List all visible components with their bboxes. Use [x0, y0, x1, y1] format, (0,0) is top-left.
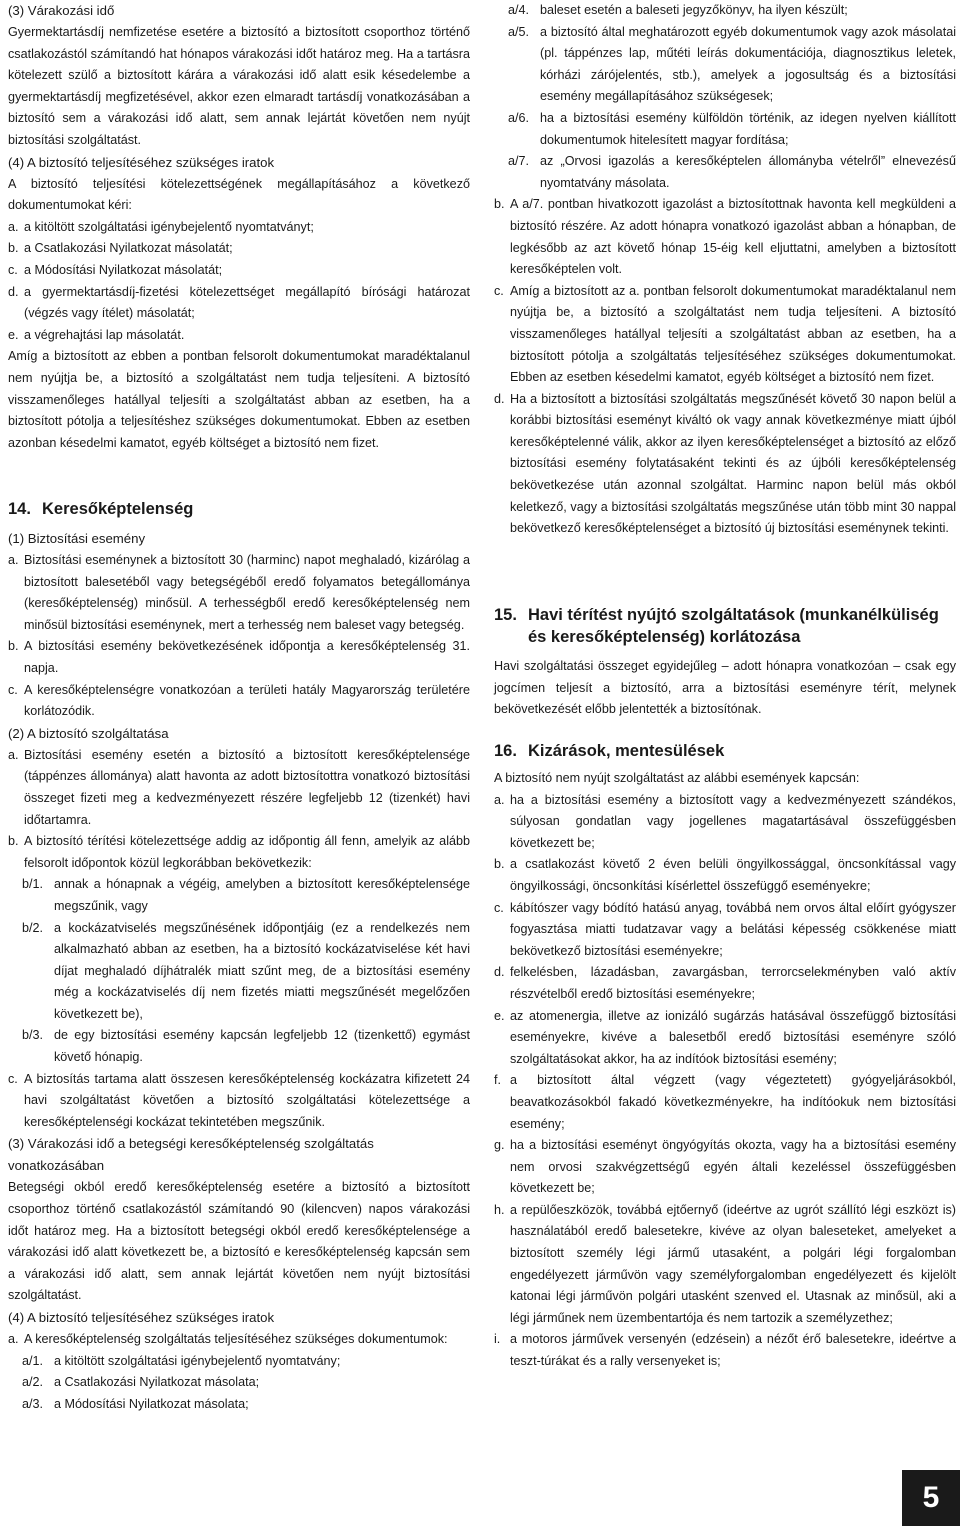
list-text: a csatlakozást követő 2 éven belüli öngyilkossággal, öncsonkítással vagy öngyilkossági, öncsonkítási kísérlettel összefüggő eseményekre; [510, 857, 956, 893]
chapter-number: 15. [494, 606, 517, 624]
section-heading: (2) A biztosító szolgáltatása [8, 725, 169, 741]
list-text: a Csatlakozási Nyilatkozat másolatát; [24, 241, 233, 256]
list-label: d. [494, 391, 505, 406]
list-label: c. [8, 682, 18, 697]
list-item [494, 790, 956, 855]
list-text: A biztosítási esemény bekövetkezésének időpontja a keresőképtelenség 31. napja. [24, 639, 470, 675]
section-heading: (3) Várakozási idő a betegségi keresőképtelenség szolgáltatás vonatkozásában [8, 1136, 374, 1174]
paragraph: Havi szolgáltatási összeget egyidejűleg – adott hónapra vonatkozóan – csak egy jogcímen teljesít a biztosító, arra a biztosítási eseményre térít, melynek bekövetkezését előbb jelentették a biztosítónak. [494, 659, 956, 717]
list-item [494, 1200, 956, 1330]
list-item [494, 1006, 956, 1071]
list-label: d. [494, 965, 505, 980]
list-text: ha a biztosítási eseményt öngyógyítás okozta, vagy ha a biztosítási esemény nem orvosi szakvégzettségű egyén általi kezeléssel összefüggésben következett be; [510, 1138, 956, 1196]
chapter-title: Kizárások, mentesülések [528, 742, 725, 760]
list-item [8, 636, 470, 679]
sub-list-item [494, 0, 956, 22]
list-text: baleset esetén a baleseti jegyzőkönyv, ha ilyen készült; [540, 3, 848, 17]
sub-list-item [8, 1351, 470, 1373]
list-label: c. [8, 1071, 18, 1086]
list-item [8, 217, 470, 239]
list-text: a repülőeszközök, továbbá ejtőernyő (ideértve az ugrót szállító légi eszközt is) használatából eredő balesetekre, kivéve az olyan baleseteket, amelyeket a biztosított személy légi jármű utasaként, a polgári légi forgalomban engedélyezett járművön vagy személyforgalomban engedélyezett és kijelölt katonai légi járművön polgári utasként szenved el. Utasnak az minősül, aki a légi járműnek nem üzembentartója és nem tartozik a személyzethez; [510, 1202, 956, 1325]
list-text: a kitöltött szolgáltatási igénybejelentő nyomtatvány; [54, 1353, 341, 1368]
list-text: A biztosítás tartama alatt összesen keresőképtelenség kockázatra kifizetett 24 havi szolgáltatást követően a biztosító szolgáltatási kötelezettsége a keresőképtelenségi kockázat tekintetében megszűnik. [24, 1071, 470, 1129]
chapter-number: 16. [494, 742, 517, 760]
list-text: a végrehajtási lap másolatát. [24, 327, 185, 342]
paragraph: A biztosító teljesítési kötelezettségének megállapításához a következő dokumentumokat kéri: [8, 176, 470, 213]
paragraph: A biztosító nem nyújt szolgáltatást az alábbi események kapcsán: [494, 771, 860, 785]
list-label: a. [8, 219, 19, 234]
list-text: A a/7. pontban hivatkozott igazolást a biztosítottnak havonta kell megküldeni a biztosító részére. Az adott hónapra vonatkozó igazolást abban a hónapban, de legkésőbb az azt követő hónap 15-éig kell eljuttatni, amelyben a biztosított keresőképtelen volt. [510, 197, 956, 277]
sub-list-item [8, 1372, 470, 1394]
list-label: f. [494, 1073, 501, 1088]
list-item [8, 238, 470, 260]
list-label: e. [494, 1008, 505, 1023]
list-label: b/1. [22, 877, 44, 892]
list-item [494, 194, 956, 280]
list-label: a. [8, 553, 19, 567]
chapter-title: Havi térítést nyújtó szolgáltatások (munkanélküliség és keresőképtelenség) korlátozása [528, 606, 939, 646]
sub-list-item [8, 1394, 470, 1416]
list-text: A biztosító térítési kötelezettsége addig az időpontig áll fenn, amelyik az alább felsorolt időpontok közül legkorábban bekövetkezik: [24, 834, 470, 870]
list-text: Biztosítási esemény esetén a biztosító a biztosított keresőképtelensége (táppénzes állománya) alatt havonta az adott biztosítottra vonatkozó biztosítási összeget fizeti meg a kedvezményezett részére legfeljebb 12 (tizenkét) havi időtartamra. [24, 747, 470, 827]
list-label: d. [8, 284, 19, 299]
list-text: Ha a biztosított a biztosítási szolgáltatás megszűnését követő 30 napon belül a korábbi biztosítási eseményt kiváltó ok vagy annak következménye miatt újból keresőképtelenné válik, akkor az ilyen keresőképtelenséget a biztosító az előző biztosítási esemény folytatásaként tekinti és az újbóli keresőképtelenség bekövetkezése után azonnal szolgáltat. Harminc napon belül más okból keletkező, vagy a biztosítási szolgáltatás megszűnése után több mint 30 nappal bekövetkező keresőképtelenséget a biztosító új biztosítási eseménynek tekinti. [510, 391, 956, 536]
section-heading: (3) Várakozási idő [8, 3, 115, 18]
list-text: a kitöltött szolgáltatási igénybejelentő nyomtatványt; [24, 219, 314, 234]
list-text: de egy biztosítási esemény kapcsán legfeljebb 12 (tizenkettő) egymást követő hónapig. [54, 1028, 470, 1065]
list-label: b. [8, 639, 19, 654]
sub-list-item [494, 108, 956, 151]
list-item [494, 1070, 956, 1135]
list-label: a/3. [22, 1396, 44, 1411]
list-text: annak a hónapnak a végéig, amelyben a biztosított keresőképtelensége megszűnik, vagy [54, 877, 470, 913]
list-item [494, 962, 956, 1005]
paragraph: Betegségi okból eredő keresőképtelenség esetére a biztosító a biztosított csoporthoz történő csatlakozástól számítandó 90 (kilencven) napos várakozási időt határoz meg. Ha a biztosított betegségi okból eredő keresőképtelensége a várakozási idő alatt következett be, a biztosító e keresőképtelenség kapcsán sem a várakozási idő alatt, sem annak lejártát követően nem nyújt biztosítási szolgáltatást. [8, 1180, 470, 1303]
list-label: a. [8, 1332, 19, 1346]
chapter-heading [494, 740, 956, 762]
list-label: a. [494, 792, 505, 807]
list-text: az atomenergia, illetve az ionizáló sugárzás hatásával összefüggő biztosítási eseményekre, kivéve a balesetből eredő biztosítási eseményre szóló szolgáltatásokat akkor, ha az indítóok biztosítási esemény; [510, 1008, 956, 1066]
sub-list-item [8, 918, 470, 1026]
list-text: a gyermektartásdíj-fizetési kötelezettséget megállapító bírósági határozat (végzés vagy ítélet) másolatát; [24, 284, 470, 321]
sub-list-item [8, 1025, 470, 1068]
list-label: i. [494, 1332, 501, 1347]
list-text: felkelésben, lázadásban, zavargásban, terrorcselekményben való aktív részvételből eredő biztosítási eseményekre; [510, 965, 956, 1001]
page-number: 5 [902, 1470, 960, 1526]
section-heading: (1) Biztosítási esemény [8, 531, 146, 546]
list-label: a/1. [22, 1353, 44, 1368]
list-label: b. [8, 834, 19, 849]
list-text: a biztosító által meghatározott egyéb dokumentumok vagy azok másolatai (pl. táppénzes lap, műtéti leírás dokumentációja, diagnosztikus leletek, kórházi zárójelentés, stb.), amelyek a jogosultság és a biztosítási esemény megállapításához szükségesek; [540, 24, 956, 104]
chapter-heading [494, 604, 956, 648]
list-label: e. [8, 327, 19, 342]
list-item [494, 898, 956, 963]
list-label: b/3. [22, 1028, 44, 1043]
list-item [8, 1069, 470, 1134]
list-item [494, 1135, 956, 1200]
chapter-heading [8, 498, 470, 520]
list-label: a/2. [22, 1375, 44, 1390]
section-heading: (4) A biztosító teljesítéséhez szükséges iratok [8, 154, 275, 170]
list-text: A keresőképtelenség szolgáltatás teljesítéséhez szükséges dokumentumok: [24, 1332, 448, 1346]
list-label: h. [494, 1202, 505, 1217]
list-label: a/4. [508, 3, 530, 17]
list-text: ha a biztosítási esemény a biztosított vagy a kedvezményezett szándékos, súlyosan gondatlan vagy jogellenes magatartásával összefüggésben következett be; [510, 792, 956, 850]
list-item [8, 550, 470, 636]
sub-list-item [494, 151, 956, 194]
list-text: az „Orvosi igazolás a keresőképtelen állományba vételről” elnevezésű nyomtatvány másolata. [540, 154, 956, 190]
list-item [494, 1329, 956, 1372]
list-label: a/6. [508, 110, 530, 125]
list-item [8, 282, 470, 325]
list-text: A keresőképtelenségre vonatkozóan a területi hatály Magyarország területére korlátozódik. [24, 682, 470, 719]
list-label: b. [494, 197, 505, 212]
list-label: b. [8, 241, 19, 256]
list-label: a/5. [508, 24, 530, 39]
list-item [8, 1329, 470, 1351]
list-text: a Módosítási Nyilatkozat másolata; [54, 1396, 249, 1411]
list-text: a motoros járművek versenyén (edzésein) a nézőt érő balesetekre, ideértve a teszt-túrákat és a rally versenyeket is; [510, 1332, 956, 1369]
section-heading: (4) A biztosító teljesítéséhez szükséges iratok [8, 1310, 275, 1325]
list-text: a Csatlakozási Nyilatkozat másolata; [54, 1375, 260, 1390]
list-text: Biztosítási eseménynek a biztosított 30 (harminc) napot meghaladó, kizárólag a biztosított balesetéből vagy betegségéből eredő folyamatos betegállománya (keresőképtelenség) minősül. A terhességből eredő keresőképtelenség nem minősül biztosítási eseménynek, mert a terhesség nem baleset vagy betegség. [24, 553, 470, 632]
list-label: a. [8, 747, 19, 762]
list-label: c. [494, 900, 504, 915]
paragraph: Gyermektartásdíj nemfizetése esetére a biztosító a biztosított csoporthoz történő csatlakozástól számítandó hat hónapos várakozási időt határoz meg. Ha a tartásra kötelezett szülő a biztosított kárára a várakozási idő alatt esik késedelembe a gyermektartásdíj megfizetésével, akkor ezen elmaradt tartásdíj vonatkozásában a biztosító sem a várakozási idő alatt, sem annak lejártát követően nem nyújt biztosítási szolgáltatást. [8, 25, 470, 147]
list-item [8, 325, 470, 347]
sub-list-item [8, 874, 470, 917]
list-label: g. [494, 1138, 505, 1153]
list-item [494, 854, 956, 897]
list-label: c. [8, 262, 18, 277]
list-label: b/2. [22, 920, 44, 935]
list-item [8, 831, 470, 874]
list-label: b. [494, 857, 505, 872]
list-item [8, 260, 470, 282]
chapter-title: Keresőképtelenség [42, 500, 194, 518]
list-item [8, 680, 470, 723]
list-text: Amíg a biztosított az a. pontban felsorolt dokumentumokat maradéktalanul nem nyújtja be, a biztosító a szolgáltatást nem tudja teljesíteni. A biztosító visszamenőleges hatállyal teljesíti a szolgáltatást abban az esetben, ha a biztosított pótolja a szolgáltatás teljesítéséhez szükséges dokumentumokat. Ebben az esetben késedelmi kamatot, egyéb költséget a biztosító nem fizet. [510, 283, 956, 385]
list-label: a/7. [508, 154, 530, 169]
list-text: kábítószer vagy bódító hatású anyag, továbbá nem orvos által előírt gyógyszer fogyasztása miatti tudatzavar vagy a belátási képesség csökkenése miatt bekövetkező biztosítási eseményekre; [510, 900, 956, 958]
sub-list-item [494, 22, 956, 108]
list-text: a kockázatviselés megszűnésének időpontjáig (ez a rendelkezés nem alkalmazható abban az esetben, ha a biztosító kockázatviselése két havi díjat meghaladó díjhátralék miatt szűnt meg, de a biztosítási esemény még a kockázatviselés díj nem fizetés miatti megszűnését megelőzően következett be), [54, 920, 470, 1021]
chapter-number: 14. [8, 500, 31, 518]
list-text: a biztosított által végzett (vagy végeztetett) gyógyeljárásokból, beavatkozásokból fakadó következményekre, ha indítóokuk nem biztosítási esemény; [510, 1073, 956, 1131]
list-item [494, 281, 956, 389]
list-item [494, 389, 956, 540]
list-label: c. [494, 283, 504, 298]
paragraph: Amíg a biztosított az ebben a pontban felsorolt dokumentumokat maradéktalanul nem nyújtja be, a biztosító a szolgáltatást nem tudja teljesíteni. A biztosító visszamenőleges hatállyal teljesíti a szolgáltatást abban az esetben, ha a biztosított pótolja a teljesítéshez szükséges dokumentumokat. Ebben az esetben azonban késedelmi kamatot, egyéb költséget a biztosító nem fizet. [8, 349, 470, 450]
list-text: a Módosítási Nyilatkozat másolatát; [24, 262, 223, 277]
list-text: ha a biztosítási esemény külföldön történik, az idegen nyelven kiállított dokumentumok hitelesített magyar fordítása; [540, 110, 956, 147]
list-item [8, 745, 470, 831]
